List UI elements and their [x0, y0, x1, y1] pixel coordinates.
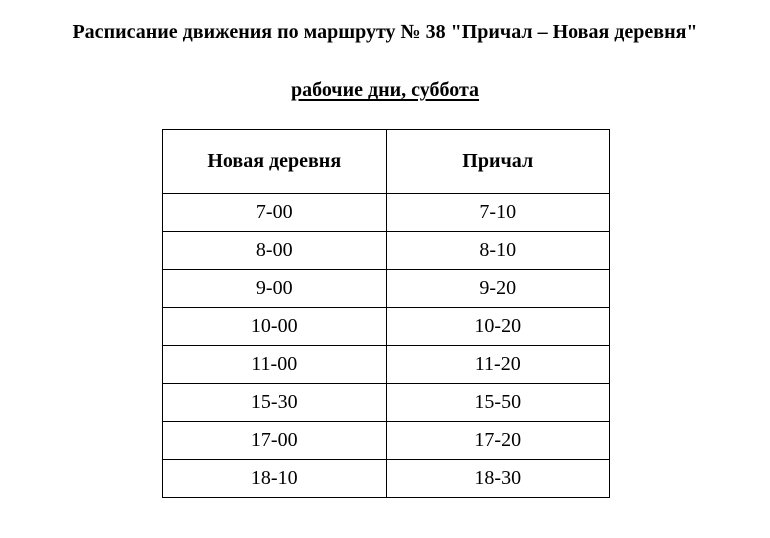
departure-time-prichal: 15-50 — [386, 384, 610, 422]
departure-time-prichal: 10-20 — [386, 308, 610, 346]
departure-time-prichal: 11-20 — [386, 346, 610, 384]
schedule-days-subtitle: рабочие дни, суббота — [290, 79, 480, 101]
departure-time-prichal: 18-30 — [386, 460, 610, 498]
departure-time-prichal: 8-10 — [386, 232, 610, 270]
table-header-row — [163, 130, 610, 194]
column-header-novaya-derevnya: Новая деревня — [163, 130, 387, 194]
departure-time-prichal: 9-20 — [386, 270, 610, 308]
departure-time-novaya-derevnya: 7-00 — [163, 194, 387, 232]
table-row — [163, 422, 610, 460]
departure-time-novaya-derevnya: 9-00 — [163, 270, 387, 308]
schedule-table — [162, 129, 610, 498]
departure-time-prichal: 17-20 — [386, 422, 610, 460]
table-row — [163, 232, 610, 270]
table-row — [163, 270, 610, 308]
page-title: Расписание движения по маршруту № 38 "Причал – Новая деревня" — [72, 21, 698, 43]
departure-time-prichal: 7-10 — [386, 194, 610, 232]
table-row — [163, 346, 610, 384]
table-row — [163, 308, 610, 346]
departure-time-novaya-derevnya: 17-00 — [163, 422, 387, 460]
column-header-prichal: Причал — [386, 130, 610, 194]
departure-time-novaya-derevnya: 11-00 — [163, 346, 387, 384]
departure-time-novaya-derevnya: 15-30 — [163, 384, 387, 422]
departure-time-novaya-derevnya: 8-00 — [163, 232, 387, 270]
departure-time-novaya-derevnya: 18-10 — [163, 460, 387, 498]
table-row — [163, 194, 610, 232]
departure-time-novaya-derevnya: 10-00 — [163, 308, 387, 346]
table-row — [163, 460, 610, 498]
table-row — [163, 384, 610, 422]
